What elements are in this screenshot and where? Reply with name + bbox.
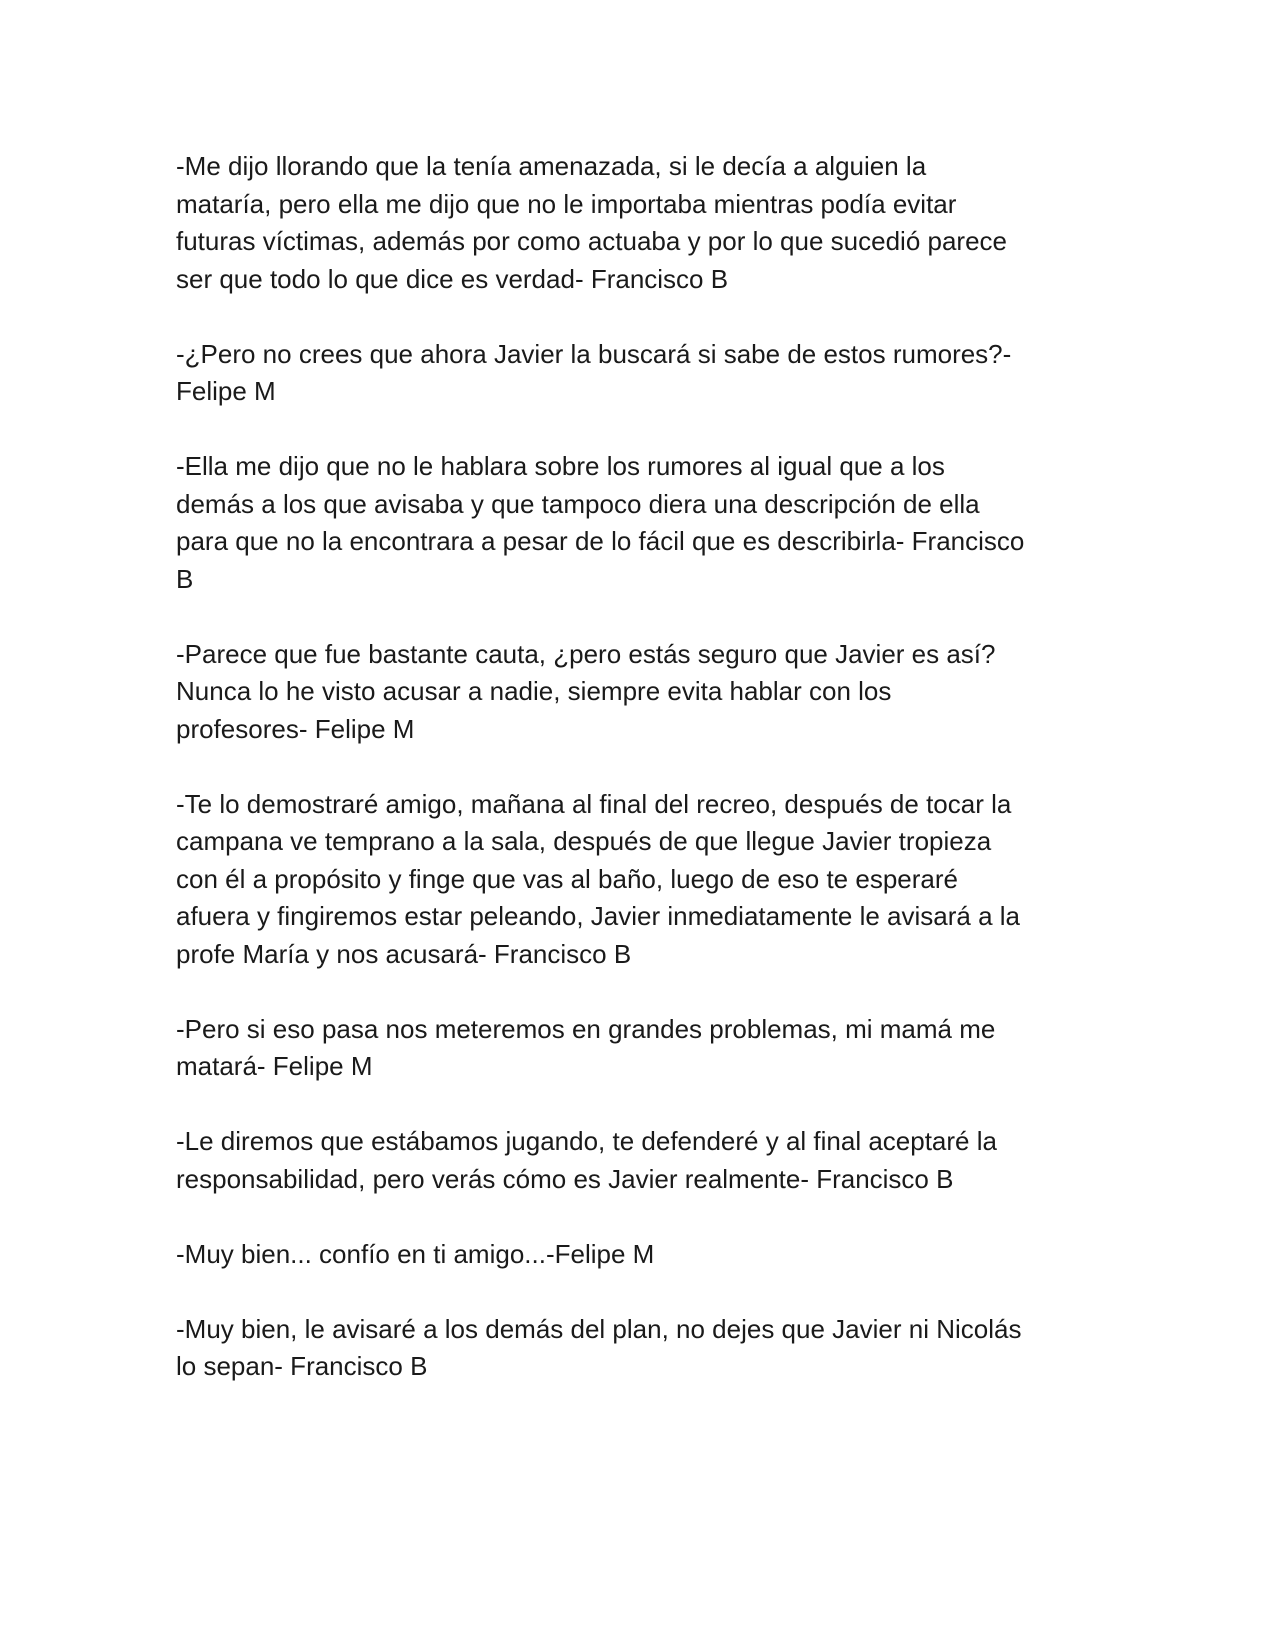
paragraph-7: -Le diremos que estábamos jugando, te defenderé y al final aceptaré la responsabilidad, pero verás cómo es Javier realmente- Francisco B <box>176 1126 997 1194</box>
paragraph-8: -Muy bien... confío en ti amigo...-Felipe M <box>176 1238 655 1269</box>
paragraph-1: -Me dijo llorando que la tenía amenazada, si le decía a alguien la mataría, pero ella me dijo que no le importaba mientras podía evitar futuras víctimas, además por como actuaba y por lo que sucedió parece ser que todo lo que dice es verdad- Francisco B <box>176 151 1007 294</box>
paragraph-2: -¿Pero no crees que ahora Javier la buscará si sabe de estos rumores?- Felipe M <box>176 338 1012 406</box>
document-body <box>176 148 1106 1386</box>
paragraph-3: -Ella me dijo que no le hablara sobre los rumores al igual que a los demás a los que avisaba y que tampoco diera una descripción de ella para que no la encontrara a pesar de lo fácil que es describirla- Francisco B <box>176 451 1025 594</box>
paragraph-5: -Te lo demostraré amigo, mañana al final del recreo, después de tocar la campana ve temprano a la sala, después de que llegue Javier tropieza con él a propósito y finge que vas al baño, luego de eso te esperaré afuera y fingiremos estar peleando, Javier inmediatamente le avisará a la profe María y nos acusará- Francisco B <box>176 788 1021 969</box>
paragraph-6: -Pero si eso pasa nos meteremos en grandes problemas, mi mamá me matará- Felipe M <box>176 1013 996 1081</box>
paragraph-4: -Parece que fue bastante cauta, ¿pero estás seguro que Javier es así? Nunca lo he visto acusar a nadie, siempre evita hablar con los profesores- Felipe M <box>176 638 996 744</box>
paragraph-9: -Muy bien, le avisaré a los demás del plan, no dejes que Javier ni Nicolás lo sepan- Francisco B <box>176 1313 1022 1381</box>
